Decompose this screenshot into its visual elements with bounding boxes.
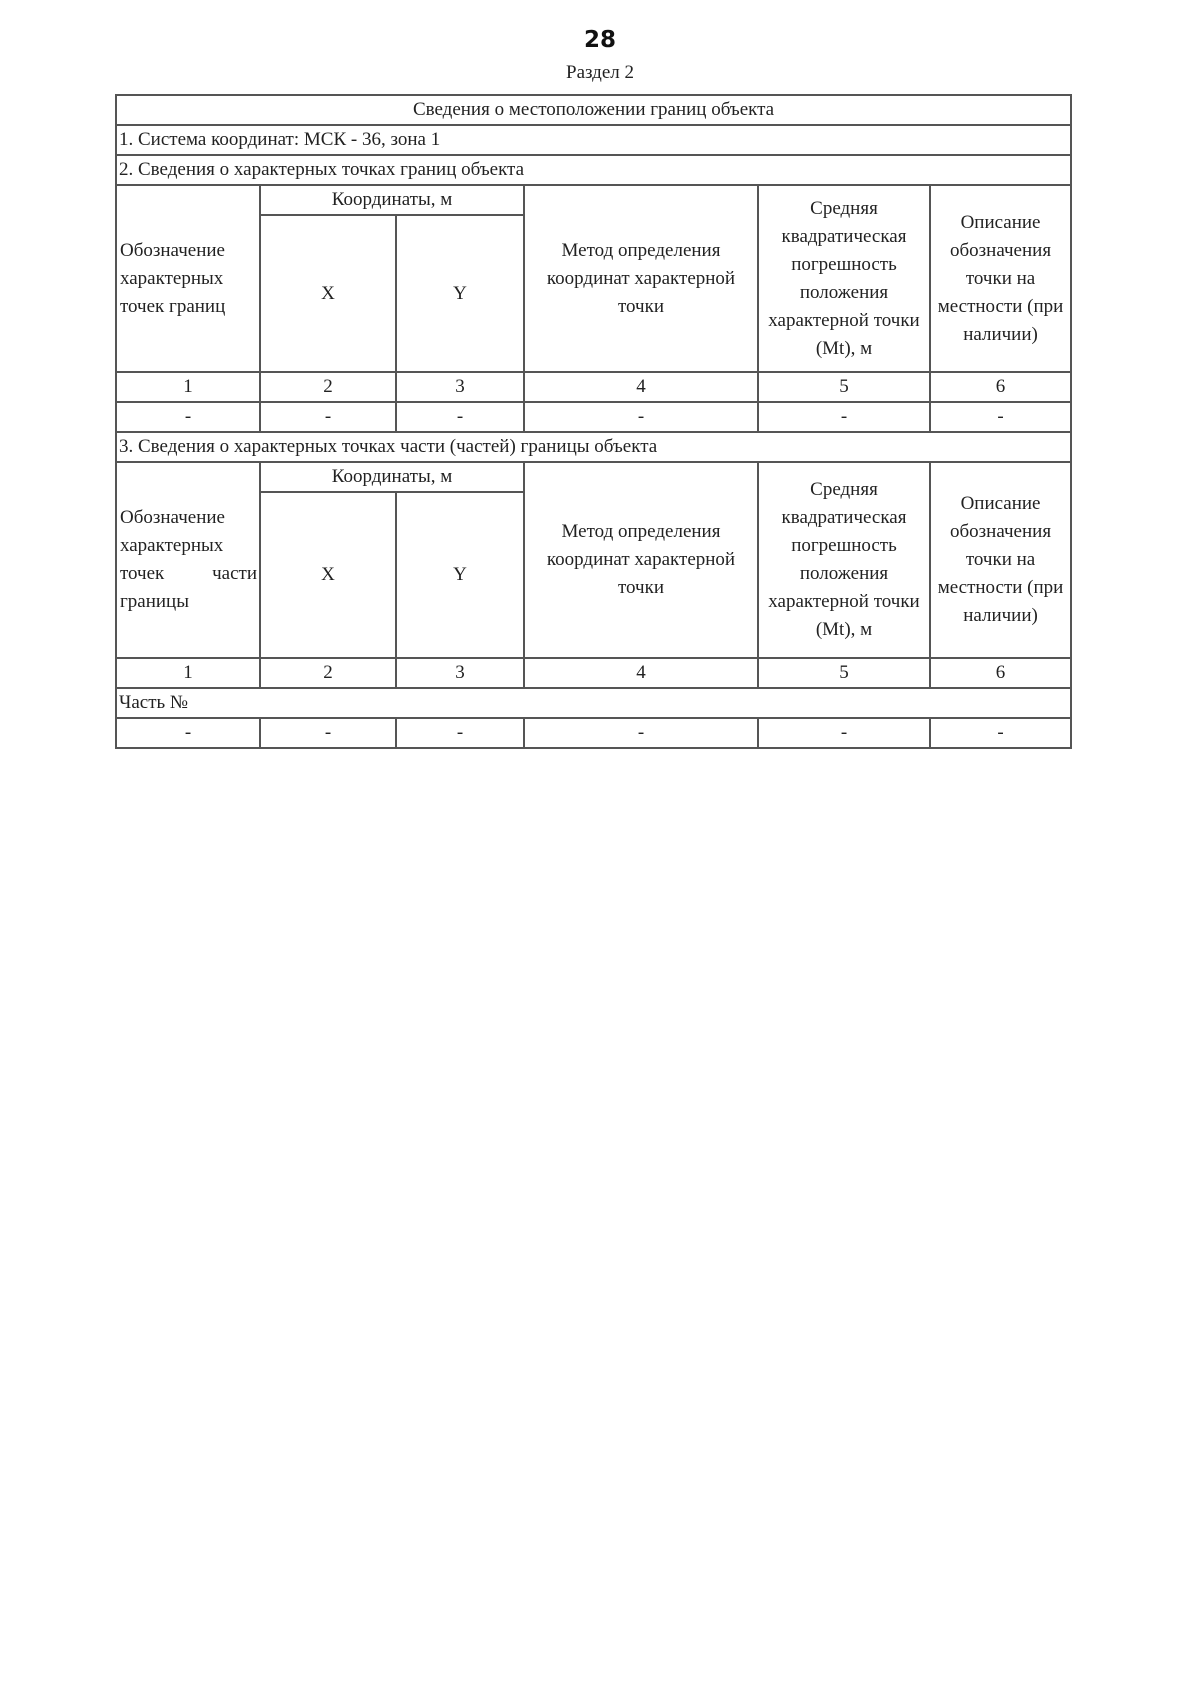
- table-cell: -: [116, 402, 260, 432]
- column-number: 5: [758, 372, 930, 402]
- table-cell: -: [260, 402, 396, 432]
- boundary-table: [115, 94, 1072, 749]
- header-designation-part: Обозначение характерных точек части границы: [116, 462, 260, 658]
- table-cell: -: [396, 402, 524, 432]
- column-number: 6: [930, 658, 1071, 688]
- header-description: Описание обозначения точки на местности (при наличии): [930, 462, 1071, 658]
- page-number: 28: [583, 27, 616, 53]
- table-cell: -: [524, 402, 758, 432]
- header-y: Y: [396, 215, 524, 372]
- table-title: Сведения о местоположении границ объекта: [116, 95, 1071, 125]
- column-number: 5: [758, 658, 930, 688]
- table-cell: -: [930, 402, 1071, 432]
- table-cell: -: [396, 718, 524, 748]
- column-number: 4: [524, 372, 758, 402]
- table-cell: -: [260, 718, 396, 748]
- header-x: X: [260, 492, 396, 658]
- header-designation-boundary: Обозначение характерных точек границ: [116, 185, 260, 372]
- section3-title: 3. Сведения о характерных точках части (частей) границы объекта: [116, 432, 1071, 462]
- header-method: Метод определения координат характерной точки: [524, 185, 758, 372]
- header-mean-error: Средняя квадратическая погрешность положения характерной точки (Mt), м: [758, 462, 930, 658]
- column-number: 2: [260, 658, 396, 688]
- header-description: Описание обозначения точки на местности (при наличии): [930, 185, 1071, 372]
- table-row: [116, 402, 1071, 432]
- part-label: Часть №: [116, 688, 1071, 718]
- column-number: 3: [396, 658, 524, 688]
- header-y: Y: [396, 492, 524, 658]
- column-number: 1: [116, 658, 260, 688]
- table-cell: -: [116, 718, 260, 748]
- column-number: 4: [524, 658, 758, 688]
- header-coordinates: Координаты, м: [260, 462, 524, 492]
- header-mean-error: Средняя квадратическая погрешность положения характерной точки (Mt), м: [758, 185, 930, 372]
- table-cell: -: [758, 718, 930, 748]
- column-number: 6: [930, 372, 1071, 402]
- column-number: 3: [396, 372, 524, 402]
- column-number: 1: [116, 372, 260, 402]
- table-cell: -: [758, 402, 930, 432]
- column-numbers-row: [116, 372, 1071, 402]
- column-numbers-row: [116, 658, 1071, 688]
- coordinate-system: 1. Система координат: МСК - 36, зона 1: [116, 125, 1071, 155]
- header-x: X: [260, 215, 396, 372]
- table-cell: -: [524, 718, 758, 748]
- section2-title: 2. Сведения о характерных точках границ объекта: [116, 155, 1071, 185]
- section-label: Раздел 2: [566, 62, 634, 83]
- header-coordinates: Координаты, м: [260, 185, 524, 215]
- column-number: 2: [260, 372, 396, 402]
- header-method: Метод определения координат характерной точки: [524, 462, 758, 658]
- table-row: [116, 718, 1071, 748]
- table-cell: -: [930, 718, 1071, 748]
